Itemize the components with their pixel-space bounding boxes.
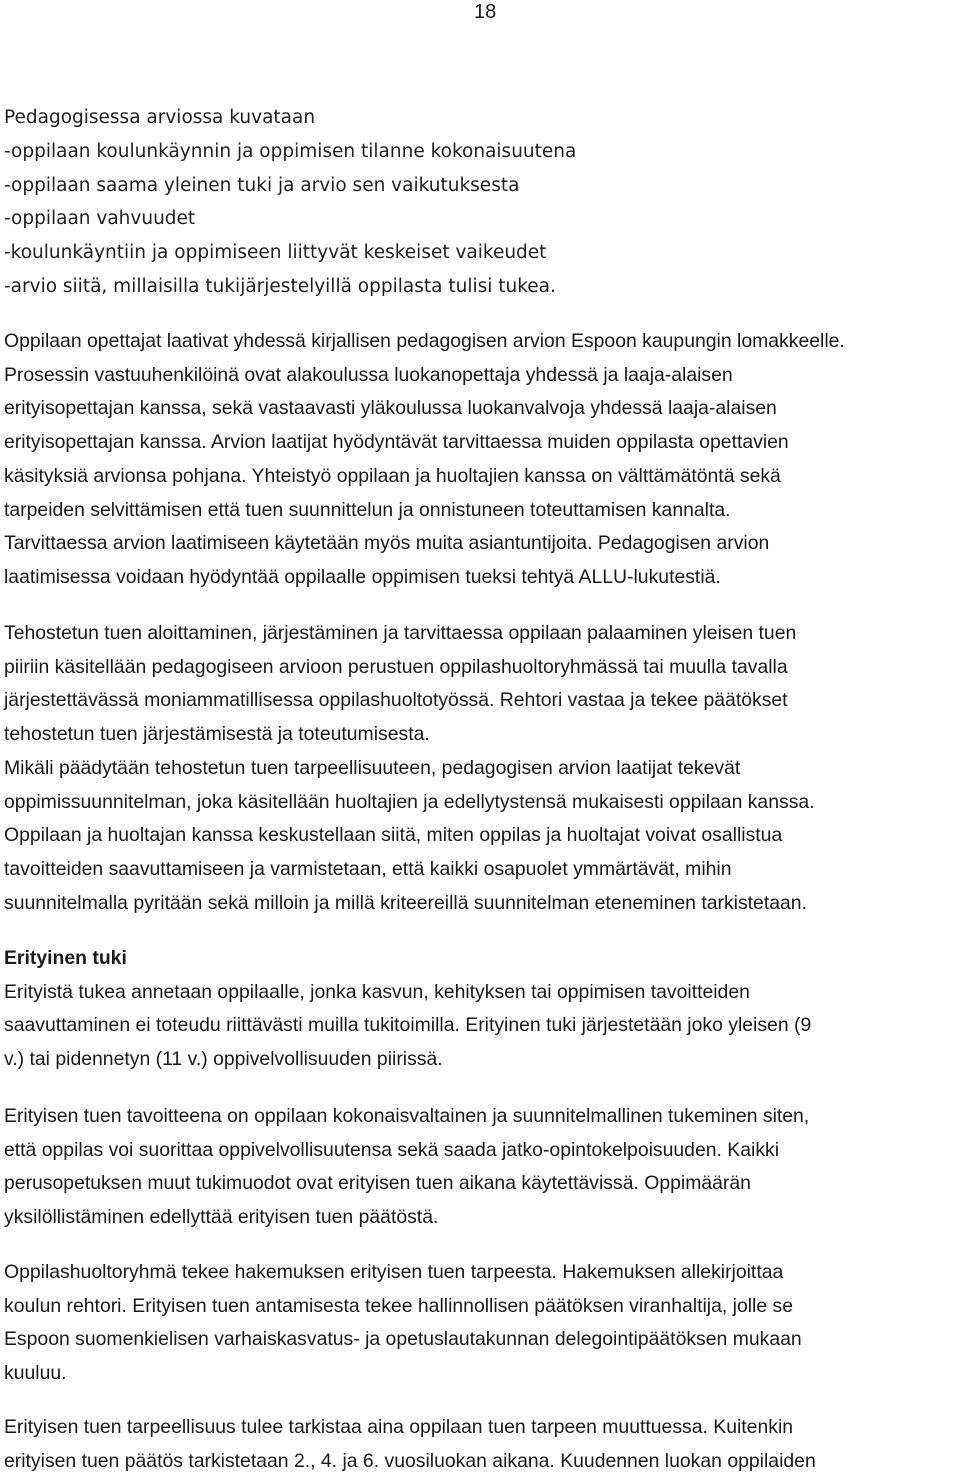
text-line: oppimissuunnitelman, joka käsitellään huoltajien ja edellytystensä mukaisesti oppilaan kanssa. <box>4 790 815 813</box>
text-line: laatimisessa voidaan hyödyntää oppilaalle oppimisen tueksi tehtyä ALLU-lukutestiä. <box>4 565 721 588</box>
intro-list-item: -oppilaan vahvuudet <box>4 208 196 230</box>
text-line: erityisopettajan kanssa. Arvion laatijat hyödyntävät tarvittaessa muiden oppilasta opettavien <box>4 431 789 454</box>
text-line: Tehostetun tuen aloittaminen, järjestäminen ja tarvittaessa oppilaan palaaminen yleisen tuen <box>4 622 797 644</box>
text-line: Prosessin vastuuhenkilöinä ovat alakoulussa luokanopettaja yhdessä ja laaja-alaisen <box>4 363 733 386</box>
text-line: suunnitelmalla pyritään sekä milloin ja millä kriteereillä suunnitelman eteneminen tarkistetaan. <box>4 891 807 914</box>
paragraph-pedagogical-assessment <box>4 325 956 595</box>
text-line: erityisen tuen päätös tarkistetaan 2., 4. ja 6. vuosiluokan aikana. Kuudennen luokan oppilaiden <box>4 1449 816 1472</box>
text-line: kuuluu. <box>4 1362 67 1385</box>
paragraph-review <box>4 1411 956 1478</box>
text-line: Oppilaan ja huoltajan kanssa keskustellaan siitä, miten oppilas ja huoltajat voivat osallistua <box>4 824 783 847</box>
text-line: saavuttaminen ei toteudu riittävästi muilla tukitoimilla. Erityinen tuki järjestetään joko yleisen (9 <box>4 1014 812 1037</box>
text-line: Erityisen tuen tarpeellisuus tulee tarkistaa aina oppilaan tuen tarpeen muuttuessa. Kuitenkin <box>4 1416 794 1438</box>
section-heading: Erityinen tuki <box>4 947 127 969</box>
text-line: tehostetun tuen järjestämisestä ja toteutumisesta. <box>4 723 430 746</box>
text-line: piiriin käsitellään pedagogiseen arvioon perustuen oppilashuoltoryhmässä tai muulla tavalla <box>4 655 788 678</box>
text-line: Erityistä tukea annetaan oppilaalle, jonka kasvun, kehityksen tai oppimisen tavoitteiden <box>4 980 750 1003</box>
paragraph-application <box>4 1256 956 1391</box>
text-line: että oppilas voi suorittaa oppivelvollisuutensa sekä saada jatko-opintokelpoisuuden. Kaikki <box>4 1138 780 1161</box>
page-number: 18 <box>474 1 497 23</box>
text-line: käsityksiä arvionsa pohjana. Yhteistyö oppilaan ja huoltajien kanssa on välttämätöntä sekä <box>4 464 781 487</box>
text-line: perusopetuksen muut tukimuodot ovat erityisen tuen aikana käytettävissä. Oppimäärän <box>4 1172 751 1195</box>
text-line: v.) tai pidennetyn (11 v.) oppivelvollisuuden piirissä. <box>4 1048 443 1071</box>
text-line: Erityisen tuen tavoitteena on oppilaan kokonaisvaltainen ja suunnitelmallinen tukeminen siten, <box>4 1105 810 1127</box>
text-line: tavoitteiden saavuttamiseen ja varmistetaan, että kaikki osapuolet ymmärtävät, mihin <box>4 857 732 880</box>
intro-list-item: -oppilaan koulunkäynnin ja oppimisen tilanne kokonaisuutena <box>4 140 577 162</box>
intro-list-item: -koulunkäyntiin ja oppimiseen liittyvät keskeiset vaikeudet <box>4 242 547 264</box>
intro-heading: Pedagogisessa arviossa kuvataan <box>4 107 316 128</box>
text-line: tarpeiden selvittämisen että tuen suunnittelun ja onnistuneen toteuttamisen kannalta. <box>4 498 731 521</box>
text-line: järjestettävässä moniammatillisessa oppilashuoltotyössä. Rehtori vastaa ja tekee päätökset <box>4 689 788 712</box>
text-line: erityisopettajan kanssa, sekä vastaavasti yläkoulussa luokanvalvoja yhdessä laaja-alaisen <box>4 397 777 420</box>
text-line: Oppilaan opettajat laativat yhdessä kirjallisen pedagogisen arvion Espoon kaupungin lomakkeelle. <box>4 330 845 352</box>
intro-list <box>4 101 954 304</box>
section-special-support <box>4 942 956 1077</box>
text-line: Espoon suomenkielisen varhaiskasvatus- ja opetuslautakunnan delegointipäätöksen mukaan <box>4 1328 802 1351</box>
text-line: Tarvittaessa arvion laatimiseen käytetään myös muita asiantuntijoita. Pedagogisen arvion <box>4 532 770 555</box>
text-line: Oppilashuoltoryhmä tekee hakemuksen erityisen tuen tarpeesta. Hakemuksen allekirjoittaa <box>4 1261 784 1283</box>
text-line: Mikäli päädytään tehostetun tuen tarpeellisuuteen, pedagogisen arvion laatijat tekevät <box>4 756 741 779</box>
intro-list-item: -arvio siitä, millaisilla tukijärjestelyillä oppilasta tulisi tukea. <box>4 275 556 297</box>
intro-list-item: -oppilaan saama yleinen tuki ja arvio sen vaikutuksesta <box>4 174 520 196</box>
paragraph-special-support-goal <box>4 1100 956 1235</box>
text-line: koulun rehtori. Erityisen tuen antamisesta tekee hallinnollisen päätöksen viranhaltija, jolle se <box>4 1294 794 1317</box>
text-line: yksilöllistäminen edellyttää erityisen tuen päätöstä. <box>4 1206 439 1229</box>
paragraph-intensified-support <box>4 617 956 920</box>
